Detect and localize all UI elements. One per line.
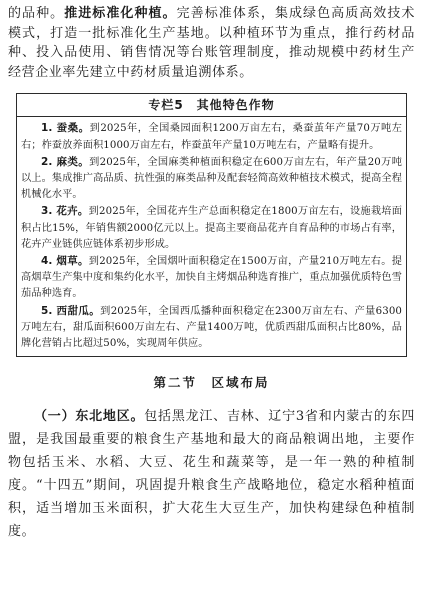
- crop-item-text: 到2025年，全国西瓜播种面积稳定在2300万亩左右、产量6300万吨左右，甜瓜面积600万亩左右、产量1400万吨，优质西甜瓜面积占比80%，品牌化营销占比超过50%，实现周年供应。: [21, 305, 402, 350]
- region-text: 包括黑龙江、吉林、辽宁3省和内蒙古的东四盟，是我国最重要的粮食生产基地和最大的商品粮调出地，主要作物包括玉米、水稻、大豆、花生和蔬菜等，是一年一熟的种植制度。“十四五”期间，巩固提升粮食生产战略地位，稳定水稻种植面积，适当增加玉米面积，扩大花生大豆生产，加快构建绿色种植制度。: [8, 409, 415, 540]
- crop-item-text: 到2025年，全国烟叶面积稳定在1500万亩，产量210万吨左右。提高烟草生产集中度和集约化水平，加快自主烤烟品种选育推广，重点加强优质特色雪茄品种选育。: [21, 256, 402, 300]
- region-paragraph: [8, 405, 415, 543]
- crop-item-flowers: [21, 203, 402, 253]
- section-title: 第二节 区域布局: [153, 375, 270, 391]
- special-column-title: 专栏5 其他特色作物: [17, 94, 406, 117]
- crop-item-tobacco: [21, 253, 402, 303]
- crop-item-hemp: [21, 154, 402, 204]
- intro-heading: 推进标准化种植。: [64, 6, 177, 21]
- crop-item-label: 5. 西甜瓜。: [41, 304, 101, 317]
- crop-item-text: 到2025年，全国麻类种植面积稳定在600万亩左右，年产量20万吨以上。集成推广高品质、抗性强的麻类品种及配套轻简高效种植技术模式，提高全程机械化水平。: [21, 156, 402, 201]
- crop-item-label: 3. 花卉。: [41, 205, 89, 218]
- region-heading: （一）东北地区。: [34, 409, 145, 425]
- crop-item-label: 4. 烟草。: [41, 255, 89, 267]
- crop-item-text: 到2025年，全国桑园面积1200万亩左右，桑蚕茧年产量70万吨左右；柞蚕放养面积1000万亩左右，柞蚕茧年产量10万吨左右，产量略有提升。: [21, 123, 402, 151]
- crop-item-text: 到2025年，全国花卉生产总面积稳定在1800万亩左右，设施栽培面积占比15%，年销售额2000亿元以上。提高主要商品花卉自育品种的市场占有率，花卉产业链供应链体系初步形成。: [21, 206, 402, 250]
- intro-lead: 的品种。: [8, 6, 65, 21]
- intro-paragraph: [8, 4, 415, 82]
- special-column-body: [17, 117, 406, 356]
- special-column-box: [16, 93, 407, 357]
- crop-item-label: 2. 麻类。: [41, 155, 90, 168]
- crop-item-melons: [21, 303, 402, 353]
- intro-text: 完善标准体系，集成绿色高质高效技术模式，打造一批标准化生产基地。以种植环节为重点，推行药材品种、投入品使用、销售情况等台账管理制度，推动规模中药材生产经营企业率先建立中药材质量追溯体系。: [8, 6, 415, 80]
- crop-item-sericulture: [21, 120, 402, 153]
- crop-item-label: 1. 蚕桑。: [41, 122, 90, 135]
